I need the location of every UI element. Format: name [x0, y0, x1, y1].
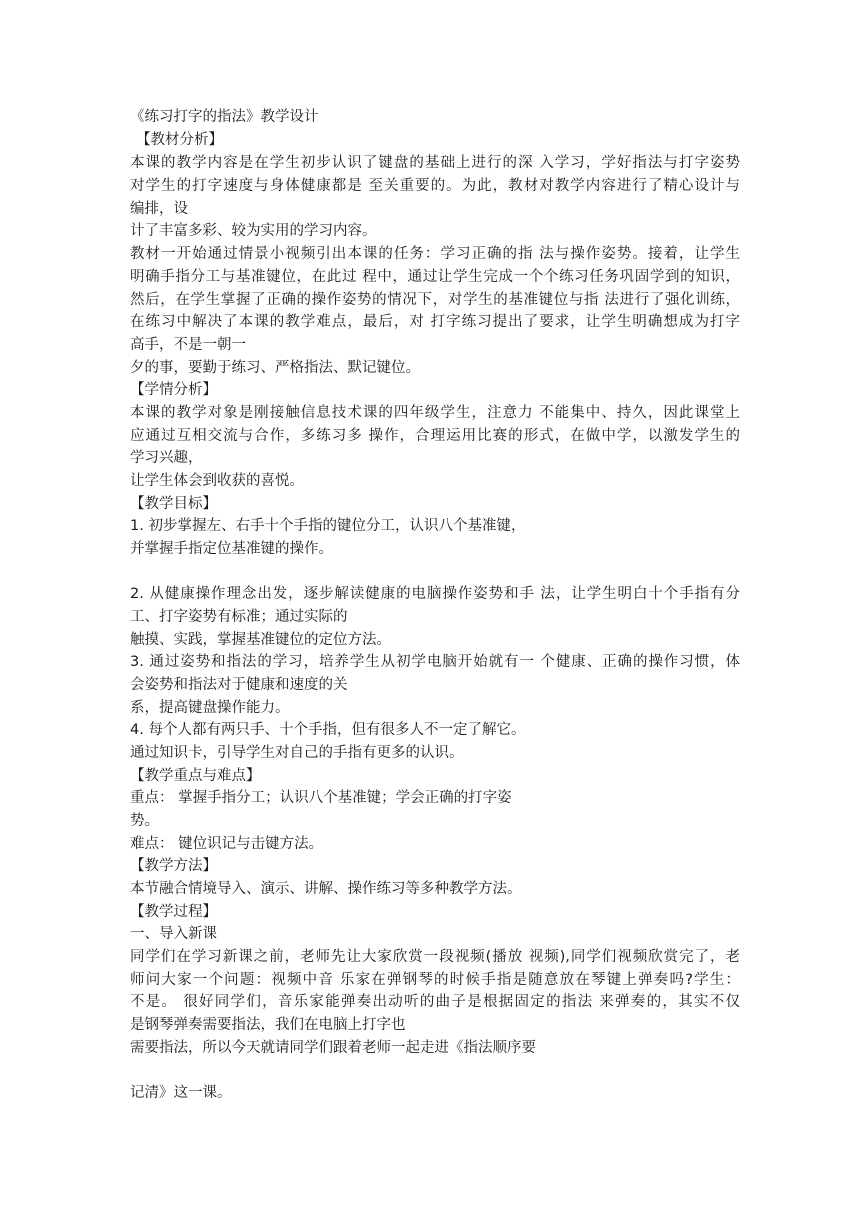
heading-teaching-goals: 【教学目标】 [130, 496, 217, 512]
method-line: 本节融合情境导入、演示、讲解、操作练习等多种教学方法。 [130, 881, 522, 897]
paragraph-line: 编排，设 [130, 201, 188, 217]
paragraph-line: 夕的事，要勤于练习、严格指法、默记键位。 [130, 360, 420, 376]
goal-line: 通过知识卡，引导学生对自己的手指有更多的认识。 [130, 745, 464, 761]
key-point-line: 重点： 掌握手指分工；认识八个基准键；学会正确的打字姿 [130, 790, 512, 806]
paragraph-line: 让学生体会到收获的喜悦。 [130, 473, 304, 489]
paragraph-line: 本课的教学内容是在学生初步认识了键盘的基础上进行的深 入学习，学好指法与打字姿势 [130, 155, 740, 171]
goal-line: 触摸、实践，掌握基准键位的定位方法。 [130, 632, 391, 648]
paragraph-line: 本课的教学对象是刚接触信息技术课的四年级学生，注意力 不能集中、持久，因此课堂上 [130, 405, 740, 421]
heading-material-analysis: 【教材分析】 [136, 132, 223, 148]
paragraph-line: 记清》这一课。 [130, 1085, 232, 1101]
goal-line: 系，提高键盘操作能力。 [130, 700, 290, 716]
paragraph-line: 在练习中解决了本课的教学难点，最后，对 打字练习提出了要求，让学生明确想成为打字 [130, 314, 740, 330]
key-point-line: 难点： 键位识记与击键方法。 [130, 836, 324, 852]
goal-line: 4. 每个人都有两只手、十个手指，但有很多人不一定了解它。 [130, 722, 526, 738]
paragraph-line: 应通过互相交流与合作，多练习多 操作，合理运用比赛的形式，在做中学，以激发学生的 [130, 428, 740, 444]
goal-line: 3. 通过姿势和指法的学习，培养学生从初学电脑开始就有一 个健康、正确的操作习惯，体 [130, 654, 740, 670]
paragraph-line: 同学们在学习新课之前，老师先让大家欣赏一段视频(播放 视频),同学们视频欣赏完了，老 [130, 949, 740, 965]
paragraph-line: 学习兴趣， [130, 450, 203, 466]
heading-teaching-method: 【教学方法】 [130, 858, 217, 874]
paragraph-line: 需要指法，所以今天就请同学们跟着老师一起走进《指法顺序要 [130, 1040, 536, 1056]
paragraph-line: 不是。 很好同学们，音乐家能弹奏出动听的曲子是根据固定的指法 来弹奏的，其实不仅 [130, 994, 740, 1010]
paragraph-line: 计了丰富多彩、较为实用的学习内容。 [130, 223, 377, 239]
goal-line: 会姿势和指法对于健康和速度的关 [130, 677, 348, 693]
paragraph-line: 是钢琴弹奏需要指法，我们在电脑上打字也 [130, 1017, 406, 1033]
paragraph-line: 高手，不是一朝一 [130, 337, 246, 353]
key-point-line: 势。 [130, 813, 159, 829]
goal-line: 工、打字姿势有标准；通过实际的 [130, 609, 348, 625]
heading-student-analysis: 【学情分析】 [130, 382, 217, 398]
process-subheading: 一、导入新课 [130, 926, 217, 942]
doc-title: 《练习打字的指法》教学设计 [130, 109, 319, 125]
paragraph-line: 师问大家一个问题：视频中音 乐家在弹钢琴的时候手指是随意放在琴键上弹奏吗?学生： [130, 972, 740, 988]
paragraph-line: 明确手指分工与基准键位，在此过 程中，通过让学生完成一个个练习任务巩固学到的知识， [130, 269, 740, 285]
goal-line: 2. 从健康操作理念出发，逐步解读健康的电脑操作姿势和手 法，让学生明白十个手指有分 [130, 586, 740, 602]
goal-line: 1. 初步掌握左、右手十个手指的键位分工，认识八个基准键， [130, 518, 526, 534]
heading-key-points: 【教学重点与难点】 [130, 768, 261, 784]
paragraph-line: 教材一开始通过情景小视频引出本课的任务：学习正确的指 法与操作姿势。接着，让学生 [130, 246, 740, 262]
heading-teaching-process: 【教学过程】 [130, 904, 217, 920]
paragraph-line: 对学生的打字速度与身体健康都是 至关重要的。为此，教材对教学内容进行了精心设计与 [130, 178, 740, 194]
paragraph-line: 然后，在学生掌握了正确的操作姿势的情况下，对学生的基准键位与指 法进行了强化训练， [130, 292, 740, 308]
goal-line: 并掌握手指定位基准键的操作。 [130, 541, 333, 557]
